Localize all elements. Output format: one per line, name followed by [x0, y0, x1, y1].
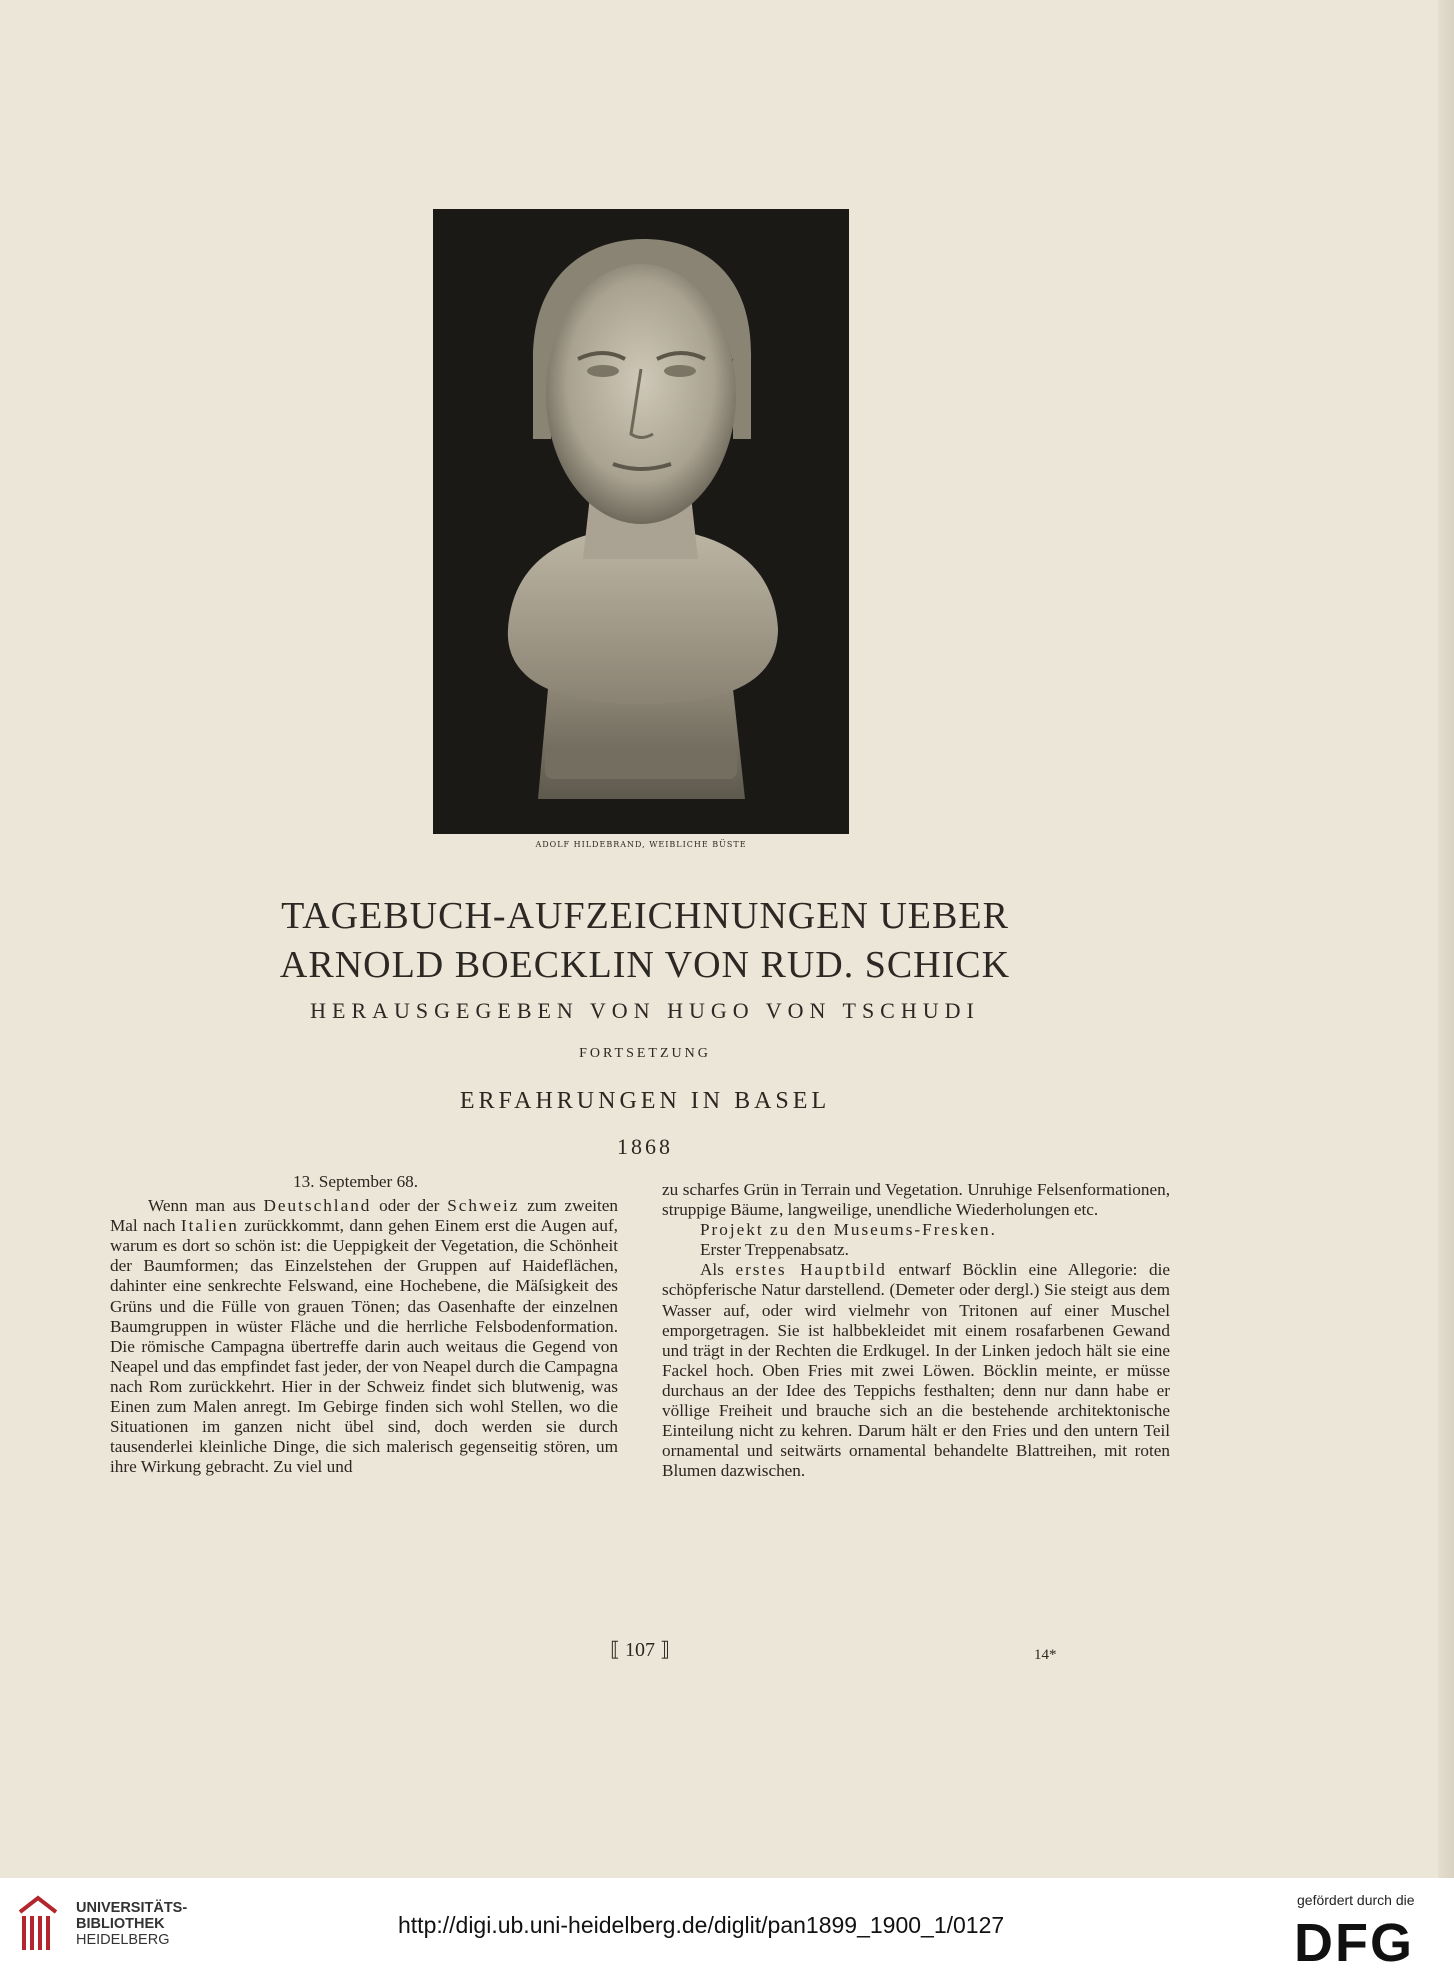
dfg-logo[interactable]: DFG [1294, 1913, 1414, 1973]
article-title-line-2: ARNOLD BOECKLIN VON RUD. SCHICK [279, 944, 1011, 986]
page-edge-shadow [1438, 0, 1454, 1878]
paragraph: Wenn man aus Deutschland oder der Schweiz zum zweiten Mal nach Italien zurückkommt, dann gehen Einem erst die Augen auf, warum es dort so schön ist: die Ueppigkeit der Vegetation, die Schönheit der Baumformen; das Einzelstehen der Gruppen auf Haideflächen, dahinter eine senkrechte Felswand, eine Hochebene, die Mäſsigkeit des Grüns und die Fülle von grauen Tönen; das Oasenhafte der einzelnen Baumgruppen in wüster Fläche und die herrliche Felsbodenformation. Die römische Campagna übertreffe darin auch weitaus die Gegend von Neapel und das empfindet fast jeder, der von Neapel durch die Campagna nach Rom zurückkehrt. Hier in der Schweiz findet sich blutwenig, was Einen zum Malen anregt. Im Gebirge finden sich wohl Stellen, wo die Situationen im ganzen nicht übel sind, doch werden sie durch tausenderlei kleinliche Dinge, die sich malerisch gegenseitig stören, um ihre Wirkung gebracht. Zu viel und [110, 1196, 618, 1477]
article-subtitle: HERAUSGEGEBEN VON HUGO VON TSCHUDI [310, 998, 980, 1023]
photo-caption: ADOLF HILDEBRAND, WEIBLICHE BÜSTE [535, 840, 747, 849]
paragraph: Projekt zu den Museums-Fresken. [700, 1220, 997, 1240]
text-column-left [110, 1172, 618, 1477]
text-column-right [662, 1180, 1170, 1481]
page-number: ⟦ 107 ⟧ [610, 1639, 670, 1661]
continuation-label: FORTSETZUNG [579, 1046, 711, 1061]
paragraph: zu scharfes Grün in Terrain und Vegetation. Unruhige Felsenformationen, struppige Bäume, langweilige, unendliche Wiederholungen etc. [662, 1180, 1170, 1220]
permalink[interactable]: http://digi.ub.uni-heidelberg.de/diglit/pan1899_1900_1/0127 [398, 1912, 1005, 1938]
paragraph: Als erstes Hauptbild entwarf Böcklin eine Allegorie: die schöpferische Natur darstellend. (Demeter oder dergl.) Sie steigt aus dem Wasser auf, oder wird vielmehr von Tritonen auf einer Muschel emporgetragen. Sie ist halbbekleidet mit einem rosafarbenen Gewand und trägt in der Rechten die Erdkugel. In der Linken jedoch hält sie eine Fackel hoch. Oben Fries mit zwei Löwen. Böcklin meinte, er müsse durchaus an der Idee des Teppichs festhalten; denn nur dann habe er völlige Freiheit und brauche sich an die bestehende architektonische Einteilung nicht zu kehren. Darum hält er den Fries und den untern Teil ornamental und seitwärts ornamental behandelte Blattreihen, mit roten Blumen dazwischen. [662, 1260, 1170, 1481]
section-year: 1868 [617, 1134, 673, 1159]
dateline: 13. September 68. [293, 1172, 419, 1191]
library-logo-icon[interactable] [16, 1892, 60, 1956]
section-heading: ERFAHRUNGEN IN BASEL [459, 1088, 831, 1114]
paragraph: Erster Treppenabsatz. [700, 1240, 849, 1260]
article-title-line-1: TAGEBUCH-AUFZEICHNUNGEN UEBER [281, 895, 1009, 937]
signature-mark: 14* [1034, 1647, 1057, 1663]
digitization-footer [0, 1878, 1454, 1982]
bust-photograph [433, 209, 849, 834]
funding-note: gefördert durch die [1297, 1892, 1415, 1908]
library-name[interactable]: UNIVERSITÄTS- BIBLIOTHEK HEIDELBERG [76, 1900, 188, 1948]
